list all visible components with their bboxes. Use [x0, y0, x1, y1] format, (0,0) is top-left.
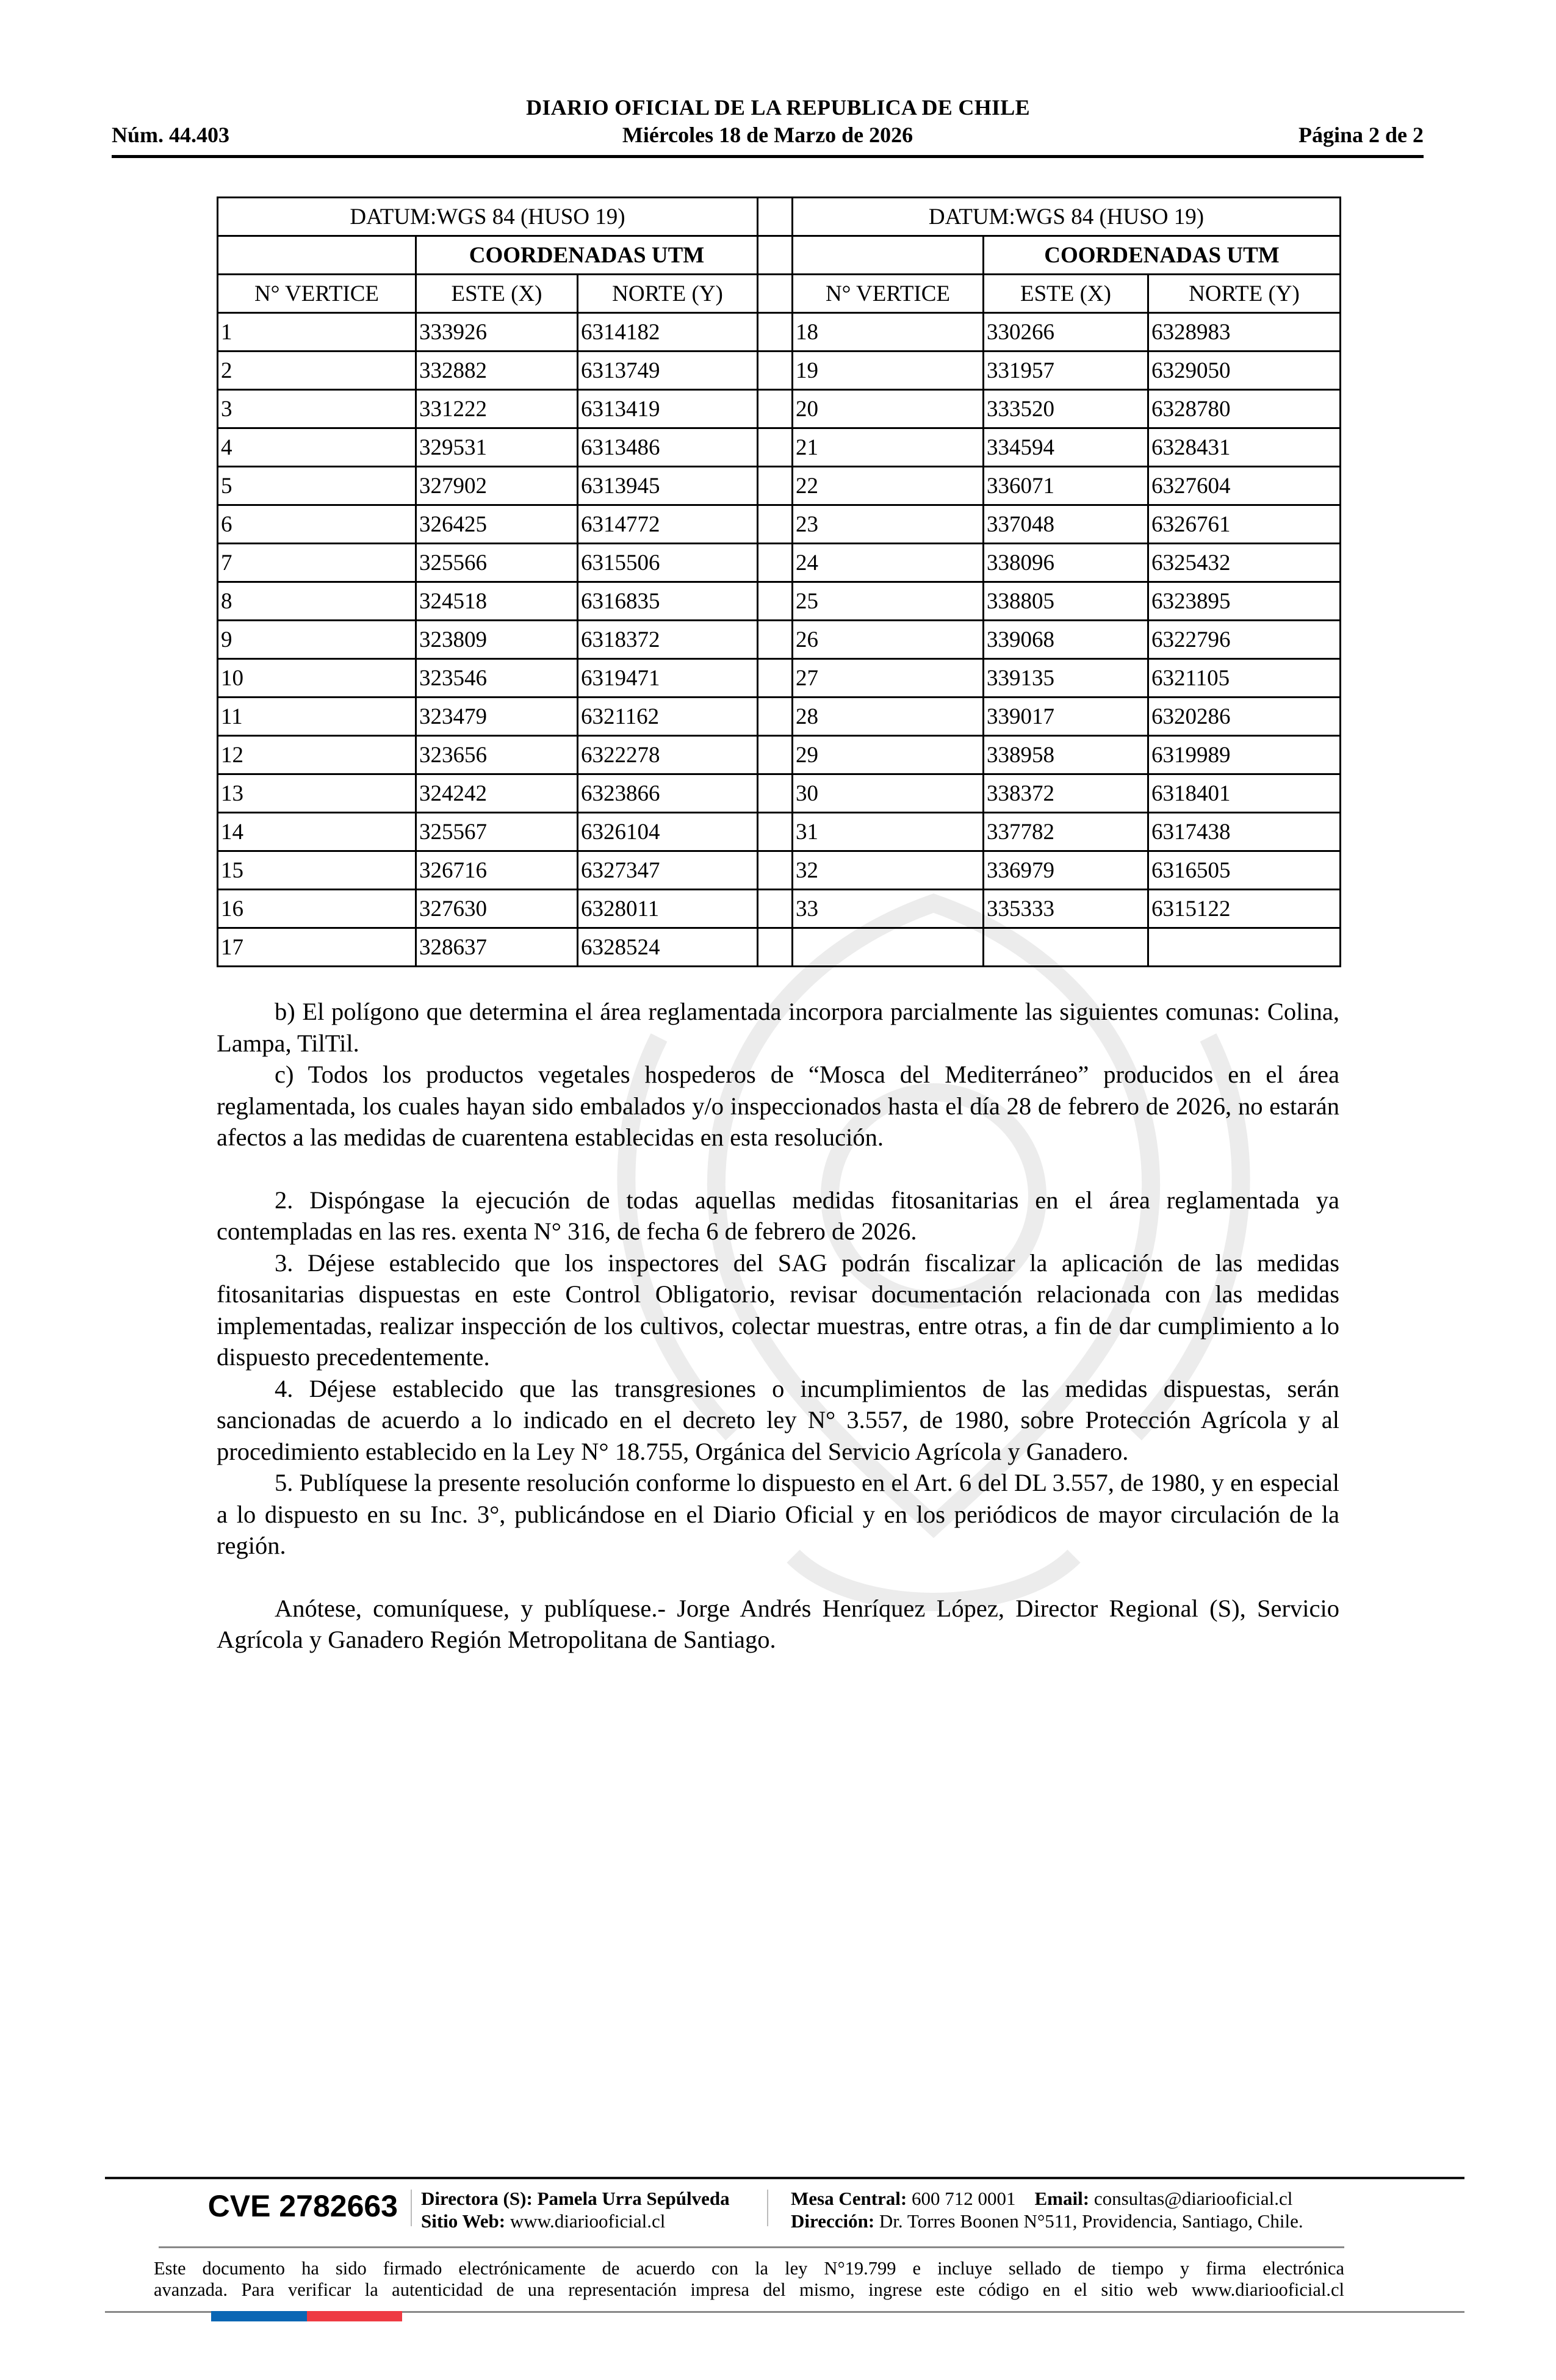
cell-norte: 6316835: [578, 582, 758, 621]
cell-norte: 6316505: [1148, 851, 1341, 890]
paragraph-3: 3. Déjese establecido que los inspectores del SAG podrán fiscalizar la aplicación de las medidas fitosanitarias dispuestas en este Control Obligatorio, revisar documentación relacionada con las medidas implementadas, realizar inspección de los cultivos, colectar muestras, entre otras, a fin de dar cumplimiento a lo dispuesto precedentemente.: [217, 1249, 1339, 1371]
cell-norte: 6314182: [578, 313, 758, 352]
col-header-este: ESTE (X): [984, 275, 1148, 313]
director-name: Pamela Urra Sepúlveda: [537, 2188, 730, 2209]
table-row: [218, 544, 1341, 582]
cell-este: 338958: [984, 736, 1148, 774]
datum-label-left: DATUM:WGS 84 (HUSO 19): [218, 198, 758, 236]
col-header-norte: NORTE (Y): [578, 275, 758, 313]
cell-vertice: [793, 928, 984, 967]
issue-date: Miércoles 18 de Marzo de 2026: [622, 123, 913, 147]
cell-este: 339135: [984, 659, 1148, 698]
gap-cell: [758, 352, 793, 390]
column-header-row: [218, 275, 1341, 313]
cell-norte: 6326104: [578, 813, 758, 851]
gap-cell: [758, 621, 793, 659]
flag-red-stripe: [307, 2311, 402, 2321]
header-row: [112, 122, 1424, 149]
cell-este: 323479: [416, 698, 578, 736]
paragraph-2: 2. Dispóngase la ejecución de todas aquellas medidas fitosanitarias en el área reglamentada ya contempladas en las res. exenta N° 316, de fecha 6 de febrero de 2026.: [217, 1186, 1339, 1245]
cell-vertice: 11: [218, 698, 416, 736]
header-divider: [112, 155, 1424, 158]
cell-vertice: 10: [218, 659, 416, 698]
datum-label-right: DATUM:WGS 84 (HUSO 19): [793, 198, 1341, 236]
cell-vertice: 26: [793, 621, 984, 659]
table-row: [218, 352, 1341, 390]
gap-cell: [758, 813, 793, 851]
table-row: [218, 428, 1341, 467]
footer-director-block: [421, 2187, 730, 2232]
gap-cell: [758, 544, 793, 582]
table-row: [218, 505, 1341, 544]
cell-este: 326716: [416, 851, 578, 890]
cell-norte: 6329050: [1148, 352, 1341, 390]
footer-contact-block: [791, 2187, 1303, 2232]
signature-notice: [154, 2258, 1344, 2301]
footer-mid-divider: [159, 2246, 1344, 2248]
paragraph-c: c) Todos los productos vegetales hospederos de “Mosca del Mediterráneo” producidos en el área reglamentada, los cuales hayan sido embalados y/o inspeccionados hasta el día 28 de febrero de 2026, no estarán afectos a las medidas de cuarentena establecidas en esta resolución.: [217, 1061, 1339, 1151]
cell-este: 338372: [984, 774, 1148, 813]
gap-cell: [758, 774, 793, 813]
cell-este: 331222: [416, 390, 578, 428]
cell-vertice: 28: [793, 698, 984, 736]
publication-title: DIARIO OFICIAL DE LA REPUBLICA DE CHILE: [526, 95, 1030, 120]
cell-norte: 6325432: [1148, 544, 1341, 582]
address-label: Dirección:: [791, 2210, 875, 2232]
cell-este: 335333: [984, 890, 1148, 928]
cell-este: 336979: [984, 851, 1148, 890]
gap-cell: [758, 582, 793, 621]
footer-separator: [767, 2190, 768, 2226]
utm-header-left: COORDENADAS UTM: [416, 236, 758, 275]
group-header-row: [218, 236, 1341, 275]
cell-vertice: 5: [218, 467, 416, 505]
table-row: [218, 736, 1341, 774]
col-header-vertice: N° VERTICE: [793, 275, 984, 313]
phone-number: 600 712 0001: [912, 2188, 1016, 2209]
gap-cell: [758, 313, 793, 352]
cell-vertice: 6: [218, 505, 416, 544]
website-link[interactable]: www.diariooficial.cl: [510, 2210, 666, 2232]
cell-vertice: 17: [218, 928, 416, 967]
cell-norte: 6328524: [578, 928, 758, 967]
cell-vertice: 7: [218, 544, 416, 582]
cell-este: 327630: [416, 890, 578, 928]
cell-este: 325567: [416, 813, 578, 851]
paragraph-b: b) El polígono que determina el área reglamentada incorpora parcialmente las siguientes comunas: Colina, Lampa, TilTil.: [217, 998, 1339, 1057]
cell-vertice: 12: [218, 736, 416, 774]
table-row: [218, 390, 1341, 428]
cell-vertice: 18: [793, 313, 984, 352]
cell-vertice: 25: [793, 582, 984, 621]
cell-este: 328637: [416, 928, 578, 967]
paragraph-5: 5. Publíquese la presente resolución conforme lo dispuesto en el Art. 6 del DL 3.557, de 1980, y en especial a lo dispuesto en su Inc. 3°, publicándose en el Diario Oficial y en los periódicos de mayor circulación de la región.: [217, 1469, 1339, 1559]
cell-este: 333926: [416, 313, 578, 352]
table-row: [218, 582, 1341, 621]
cell-vertice: 19: [793, 352, 984, 390]
cell-este: 326425: [416, 505, 578, 544]
director-label: Directora (S):: [421, 2188, 533, 2209]
cell-este: 333520: [984, 390, 1148, 428]
gap-cell: [758, 851, 793, 890]
cell-vertice: 27: [793, 659, 984, 698]
cell-este: 337048: [984, 505, 1148, 544]
empty-cell: [793, 236, 984, 275]
gap-cell: [758, 928, 793, 967]
table-row: [218, 467, 1341, 505]
cell-este: [984, 928, 1148, 967]
table-row: [218, 851, 1341, 890]
cell-norte: 6328011: [578, 890, 758, 928]
cell-norte: 6327604: [1148, 467, 1341, 505]
cell-norte: [1148, 928, 1341, 967]
gap-cell: [758, 659, 793, 698]
cell-vertice: 23: [793, 505, 984, 544]
cell-norte: 6313749: [578, 352, 758, 390]
cell-este: 329531: [416, 428, 578, 467]
cell-norte: 6315122: [1148, 890, 1341, 928]
cell-vertice: 14: [218, 813, 416, 851]
cell-norte: 6313419: [578, 390, 758, 428]
gap-cell: [758, 236, 793, 275]
cell-norte: 6318401: [1148, 774, 1341, 813]
cell-vertice: 31: [793, 813, 984, 851]
paragraph-4: 4. Déjese establecido que las transgresiones o incumplimientos de las medidas dispuestas, serán sancionadas de acuerdo a lo indicado en el decreto ley N° 3.557, de 1980, sobre Protección Agrícola y al procedimiento establecido en la Ley N° 18.755, Orgánica del Servicio Agrícola y Ganadero.: [217, 1374, 1339, 1465]
cell-este: 323546: [416, 659, 578, 698]
cell-norte: 6317438: [1148, 813, 1341, 851]
cell-este: 338805: [984, 582, 1148, 621]
empty-cell: [218, 236, 416, 275]
table-row: [218, 813, 1341, 851]
gap-cell: [758, 428, 793, 467]
cell-este: 325566: [416, 544, 578, 582]
cell-norte: 6323866: [578, 774, 758, 813]
cell-este: 332882: [416, 352, 578, 390]
gap-cell: [758, 890, 793, 928]
cve-code: CVE 2782663: [207, 2189, 398, 2223]
table-row: [218, 774, 1341, 813]
cell-vertice: 22: [793, 467, 984, 505]
issue-number: Núm. 44.403: [112, 123, 230, 147]
flag-blue-stripe: [211, 2311, 307, 2321]
cell-vertice: 2: [218, 352, 416, 390]
website-label: Sitio Web:: [421, 2210, 506, 2232]
table-row: [218, 928, 1341, 967]
cell-norte: 6322796: [1148, 621, 1341, 659]
col-header-este: ESTE (X): [416, 275, 578, 313]
table-row: [218, 621, 1341, 659]
cell-vertice: 16: [218, 890, 416, 928]
cell-vertice: 4: [218, 428, 416, 467]
email-label: Email:: [1034, 2188, 1090, 2209]
cell-este: 337782: [984, 813, 1148, 851]
col-header-norte: NORTE (Y): [1148, 275, 1341, 313]
email-link[interactable]: consultas@diariooficial.cl: [1093, 2188, 1293, 2209]
cell-norte: 6318372: [578, 621, 758, 659]
notice-line-1: Este documento ha sido firmado electrónicamente de acuerdo con la ley N°19.799 e incluye sellado de tiempo y firma electrónica: [154, 2258, 1344, 2279]
cell-norte: 6320286: [1148, 698, 1341, 736]
cell-este: 324518: [416, 582, 578, 621]
footer-top-divider: [105, 2177, 1464, 2179]
cell-vertice: 29: [793, 736, 984, 774]
cell-norte: 6323895: [1148, 582, 1341, 621]
cell-vertice: 30: [793, 774, 984, 813]
cell-norte: 6319471: [578, 659, 758, 698]
cell-vertice: 33: [793, 890, 984, 928]
cell-vertice: 1: [218, 313, 416, 352]
cell-norte: 6315506: [578, 544, 758, 582]
cell-norte: 6314772: [578, 505, 758, 544]
table-row: [218, 659, 1341, 698]
datum-row: [218, 198, 1341, 236]
cell-vertice: 15: [218, 851, 416, 890]
gap-cell: [758, 198, 793, 236]
cell-norte: 6321105: [1148, 659, 1341, 698]
gap-cell: [758, 467, 793, 505]
gap-cell: [758, 390, 793, 428]
cell-este: 323656: [416, 736, 578, 774]
cell-este: 334594: [984, 428, 1148, 467]
col-header-vertice: N° VERTICE: [218, 275, 416, 313]
cell-norte: 6319989: [1148, 736, 1341, 774]
cell-norte: 6328780: [1148, 390, 1341, 428]
cell-norte: 6328431: [1148, 428, 1341, 467]
cell-vertice: 13: [218, 774, 416, 813]
utm-coordinates-table: [217, 197, 1341, 967]
cell-este: 339017: [984, 698, 1148, 736]
cell-este: 330266: [984, 313, 1148, 352]
table-row: [218, 698, 1341, 736]
cell-norte: 6326761: [1148, 505, 1341, 544]
cell-este: 327902: [416, 467, 578, 505]
cell-este: 323809: [416, 621, 578, 659]
cell-norte: 6328983: [1148, 313, 1341, 352]
gap-cell: [758, 698, 793, 736]
cell-vertice: 20: [793, 390, 984, 428]
cell-este: 339068: [984, 621, 1148, 659]
cell-este: 331957: [984, 352, 1148, 390]
cell-vertice: 9: [218, 621, 416, 659]
table-row: [218, 313, 1341, 352]
gap-cell: [758, 275, 793, 313]
resolution-body: [217, 996, 1339, 1656]
phone-label: Mesa Central:: [791, 2188, 907, 2209]
cell-vertice: 3: [218, 390, 416, 428]
cell-vertice: 21: [793, 428, 984, 467]
cell-este: 336071: [984, 467, 1148, 505]
page-indicator: Página 2 de 2: [1298, 123, 1424, 147]
footer-separator: [411, 2190, 412, 2226]
cell-vertice: 8: [218, 582, 416, 621]
cell-norte: 6313486: [578, 428, 758, 467]
notice-line-2: avanzada. Para verificar la autenticidad de una representación impresa del mismo, ingrese este código en el sitio web www.diariooficial.cl: [154, 2279, 1344, 2300]
cell-norte: 6313945: [578, 467, 758, 505]
cell-este: 338096: [984, 544, 1148, 582]
cell-norte: 6322278: [578, 736, 758, 774]
cell-vertice: 24: [793, 544, 984, 582]
address: Dr. Torres Boonen N°511, Providencia, Santiago, Chile.: [879, 2210, 1303, 2232]
cell-vertice: 32: [793, 851, 984, 890]
signature-paragraph: Anótese, comuníquese, y publíquese.- Jorge Andrés Henríquez López, Director Regional (S), Servicio Agrícola y Ganadero Región Metropolitana de Santiago.: [217, 1594, 1339, 1653]
table-row: [218, 890, 1341, 928]
gap-cell: [758, 736, 793, 774]
utm-header-right: COORDENADAS UTM: [984, 236, 1341, 275]
cell-este: 324242: [416, 774, 578, 813]
cell-norte: 6321162: [578, 698, 758, 736]
gap-cell: [758, 505, 793, 544]
cell-norte: 6327347: [578, 851, 758, 890]
